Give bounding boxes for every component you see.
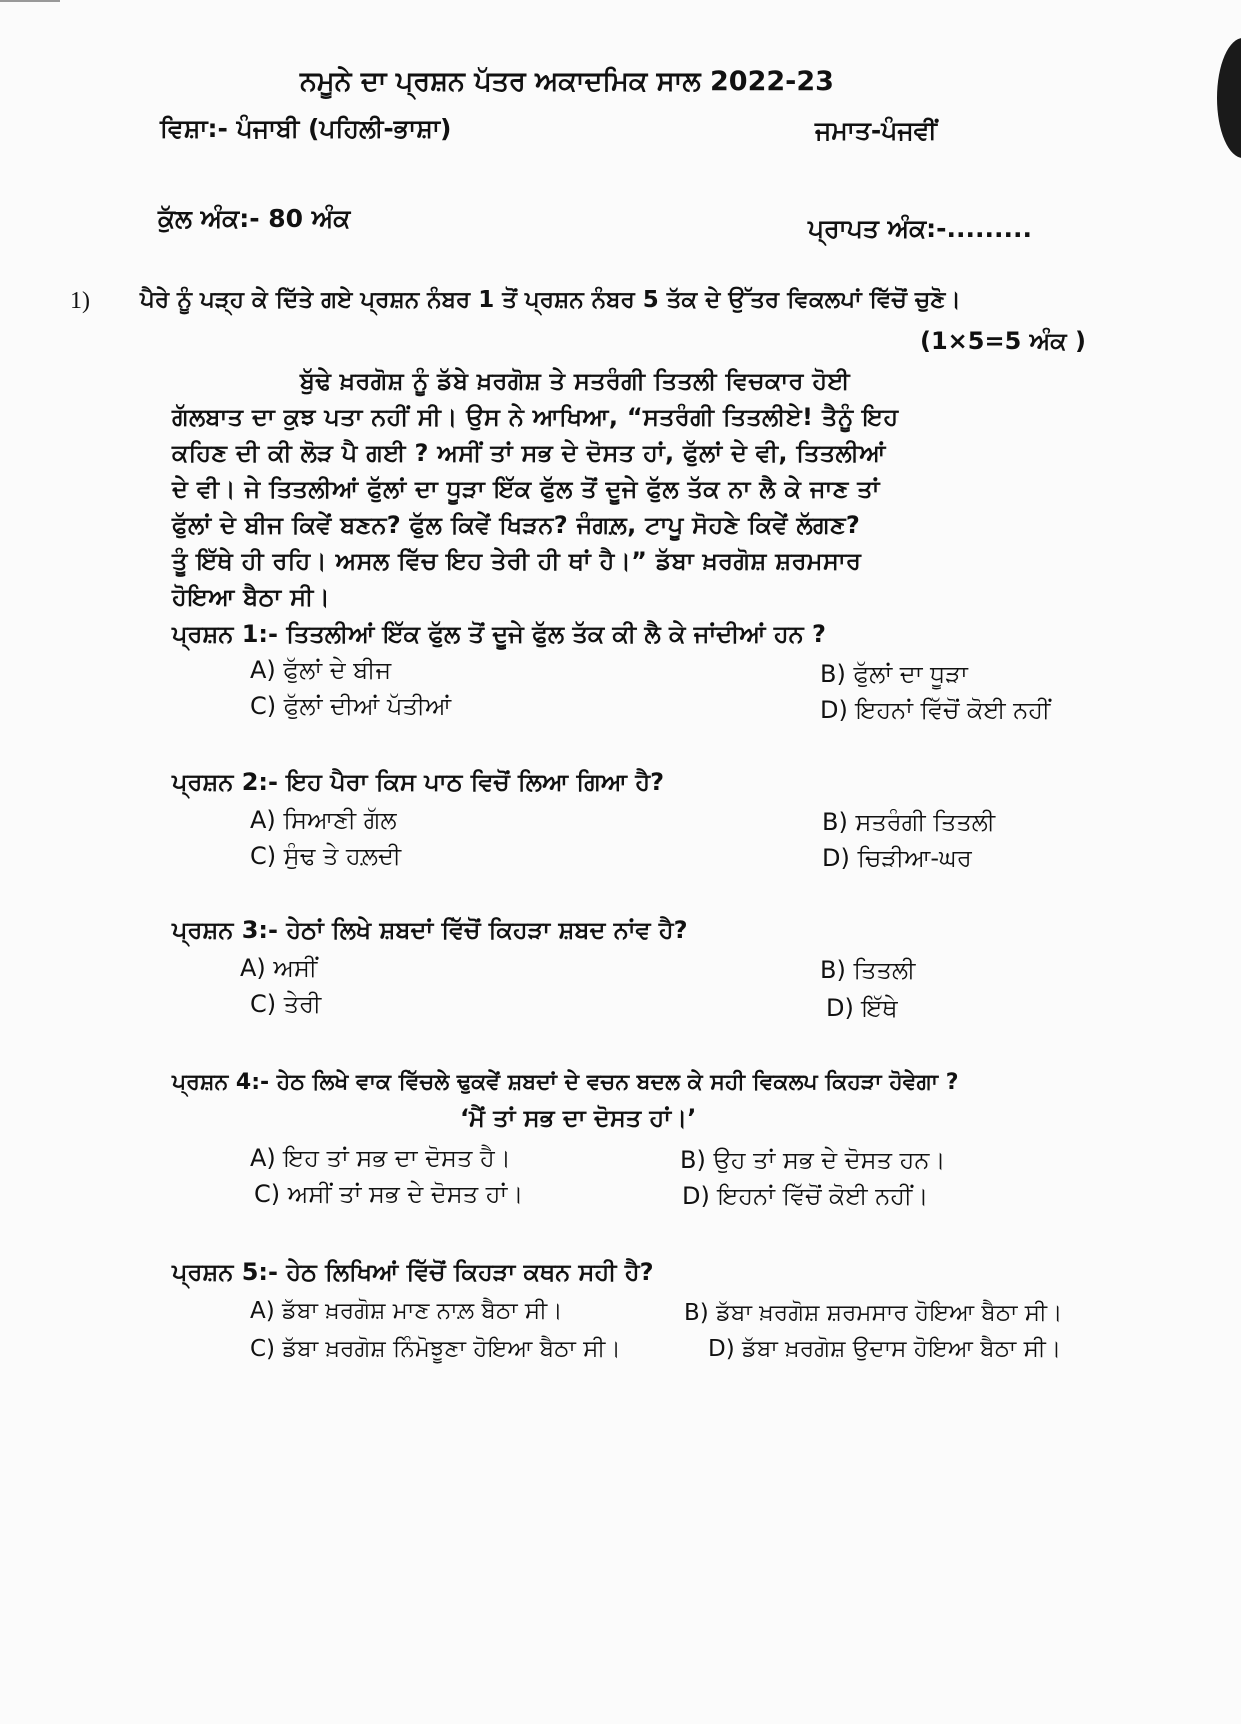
q4-option-c: C) ਅਸੀਂ ਤਾਂ ਸਭ ਦੇ ਦੋਸਤ ਹਾਂ। xyxy=(254,1180,524,1208)
paragraph-line: ਦੇ ਵੀ। ਜੇ ਤਿਤਲੀਆਂ ਫੁੱਲਾਂ ਦਾ ਧੂੜਾ ਇੱਕ ਫੁੱਲ ਤੋਂ ਦੂਜੇ ਫੁੱਲ ਤੱਕ ਨਾ ਲੈ ਕੇ ਜਾਣ ਤਾਂ xyxy=(172,475,880,503)
q3-option-c: C) ਤੇਰੀ xyxy=(250,990,322,1018)
q3-option-b: B) ਤਿਤਲੀ xyxy=(820,956,916,984)
section-instruction: ਪੈਰੇ ਨੂੰ ਪੜ੍ਹ ਕੇ ਦਿੱਤੇ ਗਏ ਪ੍ਰਸ਼ਨ ਨੰਬਰ 1 ਤੋਂ ਪ੍ਰਸ਼ਨ ਨੰਬਰ 5 ਤੱਕ ਦੇ ਉੱਤਰ ਵਿਕਲਪਾਂ ਵਿੱਚੋਂ ਚੁਣੋ। xyxy=(140,287,961,313)
section-marks: (1×5=5 ਅੰਕ ) xyxy=(920,327,1086,355)
paragraph-line: ਗੱਲਬਾਤ ਦਾ ਕੁਝ ਪਤਾ ਨਹੀਂ ਸੀ। ਉਸ ਨੇ ਆਖਿਆ, “ਸਤਰੰਗੀ ਤਿਤਲੀਏ! ਤੈਨੂੰ ਇਹ xyxy=(172,403,899,431)
question-2: ਪ੍ਰਸ਼ਨ 2:- ਇਹ ਪੈਰਾ ਕਿਸ ਪਾਠ ਵਿਚੋਂ ਲਿਆ ਗਿਆ ਹੈ? xyxy=(172,768,665,796)
q1-option-a: A) ਫੁੱਲਾਂ ਦੇ ਬੀਜ xyxy=(250,656,392,684)
paragraph-line: ਬੁੱਢੇ ਖ਼ਰਗੋਸ਼ ਨੂੰ ਡੱਬੇ ਖ਼ਰਗੋਸ਼ ਤੇ ਸਤਰੰਗੀ ਤਿਤਲੀ ਵਿਚਕਾਰ ਹੋਈ xyxy=(300,367,850,395)
q5-option-b: B) ਡੱਬਾ ਖ਼ਰਗੋਸ਼ ਸ਼ਰਮਸਾਰ ਹੋਇਆ ਬੈਠਾ ਸੀ। xyxy=(684,1300,1063,1326)
obtained-marks: ਪ੍ਰਾਪਤ ਅੰਕ:-......... xyxy=(808,214,1033,243)
q2-option-a: A) ਸਿਆਣੀ ਗੱਲ xyxy=(250,806,397,834)
scan-dark-blot xyxy=(1217,38,1241,158)
q1-option-b: B) ਫੁੱਲਾਂ ਦਾ ਧੂੜਾ xyxy=(820,660,968,688)
paragraph-line: ਕਹਿਣ ਦੀ ਕੀ ਲੋੜ ਪੈ ਗਈ ? ਅਸੀਂ ਤਾਂ ਸਭ ਦੇ ਦੋਸਤ ਹਾਂ, ਫੁੱਲਾਂ ਦੇ ਵੀ, ਤਿਤਲੀਆਂ xyxy=(172,439,886,467)
scan-edge-mark xyxy=(0,0,60,2)
question-3: ਪ੍ਰਸ਼ਨ 3:- ਹੇਠਾਂ ਲਿਖੇ ਸ਼ਬਦਾਂ ਵਿੱਚੋਂ ਕਿਹੜਾ ਸ਼ਬਦ ਨਾਂਵ ਹੈ? xyxy=(172,916,688,944)
q2-option-c: C) ਸੁੰਢ ਤੇ ਹਲ਼ਦੀ xyxy=(250,842,402,870)
q1-option-c: C) ਫੁੱਲਾਂ ਦੀਆਂ ਪੱਤੀਆਂ xyxy=(250,692,452,720)
q2-option-b: B) ਸਤਰੰਗੀ ਤਿਤਲੀ xyxy=(822,808,996,836)
q4-option-b: B) ਉਹ ਤਾਂ ਸਭ ਦੇ ਦੋਸਤ ਹਨ। xyxy=(680,1146,946,1174)
q2-option-d: D) ਚਿੜੀਆ-ਘਰ xyxy=(822,844,972,872)
q4-option-a: A) ਇਹ ਤਾਂ ਸਭ ਦਾ ਦੋਸਤ ਹੈ। xyxy=(250,1144,511,1172)
paragraph-line: ਤੂੰ ਇੱਥੇ ਹੀ ਰਹਿ। ਅਸਲ ਵਿੱਚ ਇਹ ਤੇਰੀ ਹੀ ਥਾਂ ਹੈ।” ਡੱਬਾ ਖ਼ਰਗੋਸ਼ ਸ਼ਰਮਸਾਰ xyxy=(172,547,862,575)
class-label: ਜਮਾਤ-ਪੰਜਵੀਂ xyxy=(815,116,937,145)
q5-option-a: A) ਡੱਬਾ ਖ਼ਰਗੋਸ਼ ਮਾਣ ਨਾਲ਼ ਬੈਠਾ ਸੀ। xyxy=(250,1298,563,1324)
paper-title: ਨਮੂਨੇ ਦਾ ਪ੍ਰਸ਼ਨ ਪੱਤਰ ਅਕਾਦਮਿਕ ਸਾਲ 2022-23 xyxy=(300,66,834,97)
q3-option-a: A) ਅਸੀਂ xyxy=(240,954,318,982)
paragraph-line: ਫੁੱਲਾਂ ਦੇ ਬੀਜ ਕਿਵੇਂ ਬਣਨ? ਫੁੱਲ ਕਿਵੇਂ ਖਿੜਨ? ਜੰਗਲ਼, ਟਾਪੂ ਸੋਹਣੇ ਕਿਵੇਂ ਲੱਗਣ? xyxy=(172,511,861,539)
paragraph-line: ਹੋਇਆ ਬੈਠਾ ਸੀ। xyxy=(172,583,331,611)
q3-option-d: D) ਇੱਥੇ xyxy=(826,994,898,1022)
q1-option-d: D) ਇਹਨਾਂ ਵਿੱਚੋਂ ਕੋਈ ਨਹੀਂ xyxy=(820,696,1051,724)
q4-quote: ‘ਮੈਂ ਤਾਂ ਸਭ ਦਾ ਦੋਸਤ ਹਾਂ।’ xyxy=(460,1104,697,1132)
total-marks: ਕੁੱਲ ਅੰਕ:- 80 ਅੰਕ xyxy=(158,204,351,233)
question-5: ਪ੍ਰਸ਼ਨ 5:- ਹੇਠ ਲਿਖਿਆਂ ਵਿੱਚੋਂ ਕਿਹੜਾ ਕਥਨ ਸਹੀ ਹੈ? xyxy=(172,1258,654,1286)
q5-option-d: D) ਡੱਬਾ ਖ਼ਰਗੋਸ਼ ਉਦਾਸ ਹੋਇਆ ਬੈਠਾ ਸੀ। xyxy=(708,1336,1062,1362)
question-1: ਪ੍ਰਸ਼ਨ 1:- ਤਿਤਲੀਆਂ ਇੱਕ ਫੁੱਲ ਤੋਂ ਦੂਜੇ ਫੁੱਲ ਤੱਕ ਕੀ ਲੈ ਕੇ ਜਾਂਦੀਆਂ ਹਨ ? xyxy=(172,620,826,648)
q4-option-d: D) ਇਹਨਾਂ ਵਿੱਚੋਂ ਕੋਈ ਨਹੀਂ। xyxy=(682,1182,929,1210)
q5-option-c: C) ਡੱਬਾ ਖ਼ਰਗੋਸ਼ ਨਿੰਮੋਝੂਣਾ ਹੋਇਆ ਬੈਠਾ ਸੀ। xyxy=(250,1336,621,1362)
question-4: ਪ੍ਰਸ਼ਨ 4:- ਹੇਠ ਲਿਖੇ ਵਾਕ ਵਿੱਚਲੇ ਢੁਕਵੇਂ ਸ਼ਬਦਾਂ ਦੇ ਵਚਨ ਬਦਲ ਕੇ ਸਹੀ ਵਿਕਲਪ ਕਿਹੜਾ ਹੋਵੇਗਾ ? xyxy=(172,1070,959,1095)
section-number: 1) xyxy=(70,288,90,314)
subject-label: ਵਿਸ਼ਾ:- ਪੰਜਾਬੀ (ਪਹਿਲੀ-ਭਾਸ਼ਾ) xyxy=(160,114,452,143)
